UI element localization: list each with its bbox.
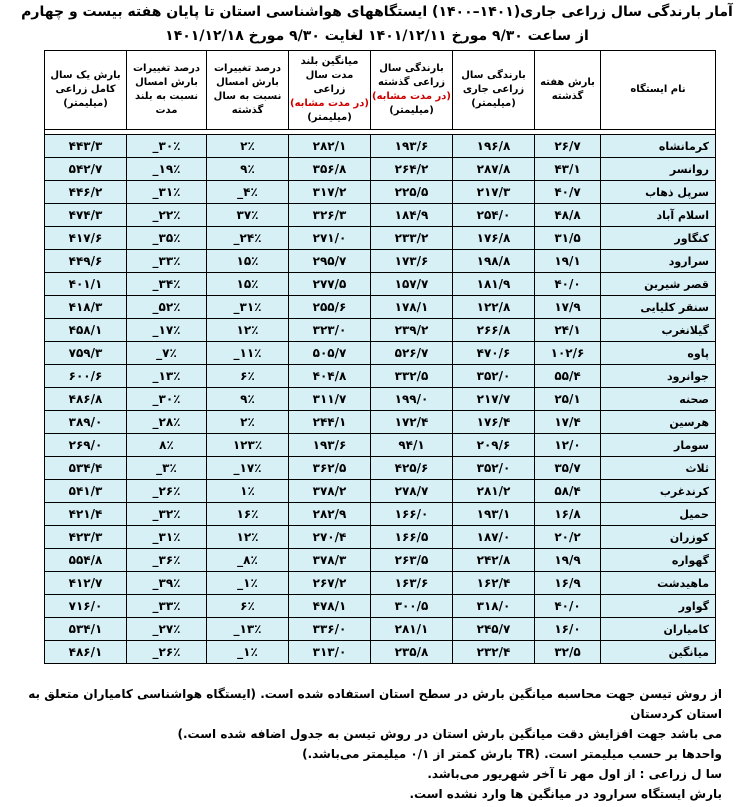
cell-long-term: ۲۸۲/۹: [289, 503, 371, 526]
cell-annual: ۵۴۱/۳: [45, 480, 127, 503]
cell-station: کوزران: [601, 526, 716, 549]
cell-current: ۲۴۵/۷: [453, 618, 535, 641]
table-row: [45, 411, 716, 434]
cell-pct-long-term: ۲۸٪_: [127, 411, 207, 434]
report-title: آمار بارندگی سال زراعی جاری(۱۴۰۱–۱۴۰۰) ایستگاههای هواشناسی استان تا پایان هفته بیست و چهارم: [21, 4, 733, 20]
cell-station: گواور: [601, 595, 716, 618]
cell-current: ۱۹۳/۱: [453, 503, 535, 526]
cell-week: ۵۵/۴: [535, 365, 601, 388]
cell-station: روانسر: [601, 158, 716, 181]
cell-pct-last-year: ۱۵٪: [207, 250, 289, 273]
cell-week: ۴۰/۰: [535, 595, 601, 618]
cell-station: ماهیدشت: [601, 572, 716, 595]
cell-long-term: ۳۷۸/۲: [289, 480, 371, 503]
cell-week: ۱۶/۹: [535, 572, 601, 595]
header-current: بارندگی سال زراعی جاری (میلیمتر): [453, 51, 535, 130]
cell-last-year: ۱۶۶/۰: [371, 503, 453, 526]
average-row: [45, 641, 716, 664]
cell-current: ۴۷۰/۶: [453, 342, 535, 365]
cell-week: ۲۶/۷: [535, 135, 601, 158]
cell-pct-long-term: ۳۲٪_: [127, 503, 207, 526]
cell-last-year: ۲۶۳/۵: [371, 549, 453, 572]
cell-annual: ۵۵۴/۸: [45, 549, 127, 572]
cell-long-term: ۳۶۲/۵: [289, 457, 371, 480]
table-row: [45, 434, 716, 457]
cell-annual: ۴۴۶/۲: [45, 181, 127, 204]
header-station: نام ایستگاه: [601, 51, 716, 130]
cell-pct-last-year: ۱۱٪_: [207, 342, 289, 365]
cell-pct-long-term: ۱۷٪_: [127, 319, 207, 342]
footnote-3: واحدها بر حسب میلیمتر است. (TR بارش کمتر از ۰/۱ میلیمتر می‌باشد.): [302, 747, 722, 761]
cell-pct-last-year: ۶٪: [207, 595, 289, 618]
table-row: [45, 250, 716, 273]
table-row: [45, 181, 716, 204]
cell-pct-long-term: ۳۱٪_: [127, 181, 207, 204]
cell-pct-last-year: ۸٪_: [207, 549, 289, 572]
cell-current: ۳۱۸/۰: [453, 595, 535, 618]
cell-pct-long-term: ۳۶٪_: [127, 549, 207, 572]
cell-annual: ۴۱۸/۳: [45, 296, 127, 319]
cell-pct-last-year: ۱٪_: [207, 572, 289, 595]
header-pct-long-term: درصد تغییرات بارش امسال نسبت به بلند مدت: [127, 51, 207, 130]
rainfall-table: [44, 50, 716, 664]
cell-long-term: ۴۷۸/۱: [289, 595, 371, 618]
cell-last-year: ۲۲۵/۵: [371, 181, 453, 204]
cell-current: ۲۴۲/۸: [453, 549, 535, 572]
table-row: [45, 135, 716, 158]
cell-pct-last-year: ۱۲٪: [207, 526, 289, 549]
cell-annual: ۵۳۴/۴: [45, 457, 127, 480]
footnote-5: بارش ایستگاه سرارود در میانگین ها وارد نشده است.: [409, 787, 722, 801]
cell-annual: ۶۰۰/۶: [45, 365, 127, 388]
cell-current: ۲۳۲/۴: [453, 641, 535, 664]
cell-pct-last-year: ۱۲۳٪: [207, 434, 289, 457]
cell-pct-last-year: ۳۷٪: [207, 204, 289, 227]
cell-annual: ۴۱۲/۷: [45, 572, 127, 595]
cell-station: میانگین: [601, 641, 716, 664]
cell-annual: ۴۱۷/۶: [45, 227, 127, 250]
table-row: [45, 388, 716, 411]
cell-pct-long-term: ۳۳٪_: [127, 250, 207, 273]
cell-week: ۱۹/۱: [535, 250, 601, 273]
cell-station: سومار: [601, 434, 716, 457]
cell-current: ۲۸۷/۸: [453, 158, 535, 181]
cell-long-term: ۳۵۶/۸: [289, 158, 371, 181]
cell-long-term: ۲۷۷/۵: [289, 273, 371, 296]
cell-pct-long-term: ۳۱٪_: [127, 526, 207, 549]
cell-week: ۴۳/۱: [535, 158, 601, 181]
table-row: [45, 227, 716, 250]
cell-pct-long-term: ۳۳٪_: [127, 595, 207, 618]
cell-pct-long-term: ۳۹٪_: [127, 572, 207, 595]
cell-last-year: ۲۸۱/۱: [371, 618, 453, 641]
footnotes: [10, 684, 722, 804]
cell-long-term: ۱۹۳/۶: [289, 434, 371, 457]
cell-station: سرپل ذهاب: [601, 181, 716, 204]
table-row: [45, 572, 716, 595]
cell-week: ۳۲/۵: [535, 641, 601, 664]
table-row: [45, 618, 716, 641]
header-pct-last-year: درصد تغییرات بارش امسال نسبت به سال گذشته: [207, 51, 289, 130]
cell-annual: ۴۸۶/۸: [45, 388, 127, 411]
cell-annual: ۲۶۹/۰: [45, 434, 127, 457]
cell-long-term: ۲۹۵/۷: [289, 250, 371, 273]
cell-pct-last-year: ۱۶٪: [207, 503, 289, 526]
cell-annual: ۴۵۸/۱: [45, 319, 127, 342]
table-row: [45, 549, 716, 572]
cell-annual: ۷۵۹/۳: [45, 342, 127, 365]
cell-long-term: ۲۷۰/۴: [289, 526, 371, 549]
table-row: [45, 480, 716, 503]
header-long-term: میانگین بلند مدت سال زراعی (در مدت مشابه) (میلیمتر): [289, 51, 371, 130]
table-row: [45, 204, 716, 227]
footnote-1: از روش تیسن جهت محاسبه میانگین بارش در سطح استان استفاده شده است. (ایستگاه هواشناسی کامیاران متعلق به استان کردستان: [28, 687, 722, 721]
cell-pct-long-term: ۲۶٪_: [127, 641, 207, 664]
cell-last-year: ۱۹۹/۰: [371, 388, 453, 411]
cell-last-year: ۱۶۳/۶: [371, 572, 453, 595]
cell-week: ۱۷/۹: [535, 296, 601, 319]
cell-week: ۴۰/۰: [535, 273, 601, 296]
cell-pct-last-year: ۱۲٪: [207, 319, 289, 342]
cell-week: ۲۴/۱: [535, 319, 601, 342]
cell-pct-last-year: ۶٪: [207, 365, 289, 388]
cell-annual: ۴۲۱/۴: [45, 503, 127, 526]
cell-pct-long-term: ۲۲٪_: [127, 204, 207, 227]
cell-station: اسلام آباد: [601, 204, 716, 227]
cell-last-year: ۱۷۳/۶: [371, 250, 453, 273]
cell-annual: ۴۷۴/۳: [45, 204, 127, 227]
cell-pct-last-year: ۱۷٪_: [207, 457, 289, 480]
cell-station: سنقر کلیایی: [601, 296, 716, 319]
table-row: [45, 365, 716, 388]
cell-current: ۱۸۷/۰: [453, 526, 535, 549]
cell-pct-long-term: ۲۷٪_: [127, 618, 207, 641]
header-row: [45, 51, 716, 130]
cell-last-year: ۲۶۴/۲: [371, 158, 453, 181]
cell-last-year: ۹۴/۱: [371, 434, 453, 457]
cell-last-year: ۱۷۲/۴: [371, 411, 453, 434]
cell-current: ۱۹۶/۸: [453, 135, 535, 158]
cell-week: ۲۰/۲: [535, 526, 601, 549]
cell-annual: ۴۲۳/۳: [45, 526, 127, 549]
cell-week: ۲۵/۱: [535, 388, 601, 411]
cell-long-term: ۲۷۱/۰: [289, 227, 371, 250]
cell-long-term: ۳۳۶/۰: [289, 618, 371, 641]
cell-station: جوانرود: [601, 365, 716, 388]
cell-pct-last-year: ۱٪: [207, 480, 289, 503]
cell-long-term: ۲۶۷/۲: [289, 572, 371, 595]
footnote-4: سا ل زراعی : از اول مهر تا آخر شهریور می‌باشد.: [427, 767, 722, 781]
cell-station: قصر شیرین: [601, 273, 716, 296]
cell-week: ۱۹/۹: [535, 549, 601, 572]
cell-pct-long-term: ۳۰٪_: [127, 135, 207, 158]
cell-current: ۱۷۶/۸: [453, 227, 535, 250]
cell-pct-last-year: ۲۴٪_: [207, 227, 289, 250]
cell-pct-last-year: ۱۳٪_: [207, 618, 289, 641]
cell-pct-long-term: ۳۴٪_: [127, 273, 207, 296]
cell-long-term: ۳۷۸/۳: [289, 549, 371, 572]
cell-long-term: ۳۲۳/۰: [289, 319, 371, 342]
table-row: [45, 526, 716, 549]
header-last-year: بارندگی سال زراعی گذشته (در مدت مشابه) (میلیمتر): [371, 51, 453, 130]
cell-last-year: ۱۸۴/۹: [371, 204, 453, 227]
cell-week: ۱۰۲/۶: [535, 342, 601, 365]
cell-pct-last-year: ۱٪_: [207, 641, 289, 664]
cell-pct-long-term: ۲۶٪_: [127, 480, 207, 503]
cell-current: ۲۱۷/۷: [453, 388, 535, 411]
cell-pct-long-term: ۳٪_: [127, 457, 207, 480]
cell-last-year: ۲۷۸/۷: [371, 480, 453, 503]
cell-pct-long-term: ۳۵٪_: [127, 227, 207, 250]
cell-station: گهواره: [601, 549, 716, 572]
footnote-2: می باشد جهت افزایش دقت میانگین بارش استان در روش تیسن به جدول اضافه شده است.): [177, 727, 722, 741]
cell-pct-last-year: ۹٪: [207, 388, 289, 411]
cell-week: ۳۱/۵: [535, 227, 601, 250]
cell-annual: ۴۸۶/۱: [45, 641, 127, 664]
cell-long-term: ۳۲۶/۳: [289, 204, 371, 227]
cell-pct-long-term: ۵۲٪_: [127, 296, 207, 319]
cell-current: ۱۸۱/۹: [453, 273, 535, 296]
cell-station: حمیل: [601, 503, 716, 526]
table-row: [45, 158, 716, 181]
cell-pct-long-term: ۷٪_: [127, 342, 207, 365]
cell-pct-last-year: ۱۵٪: [207, 273, 289, 296]
cell-current: ۱۶۲/۴: [453, 572, 535, 595]
cell-long-term: ۳۱۷/۲: [289, 181, 371, 204]
cell-current: ۲۰۹/۶: [453, 434, 535, 457]
cell-current: ۱۷۶/۴: [453, 411, 535, 434]
cell-station: هرسین: [601, 411, 716, 434]
cell-week: ۴۸/۸: [535, 204, 601, 227]
cell-station: کرندغرب: [601, 480, 716, 503]
cell-annual: ۴۴۹/۶: [45, 250, 127, 273]
cell-last-year: ۴۲۵/۶: [371, 457, 453, 480]
cell-station: کنگاور: [601, 227, 716, 250]
cell-pct-last-year: ۲٪: [207, 411, 289, 434]
cell-last-year: ۱۵۷/۷: [371, 273, 453, 296]
cell-long-term: ۲۸۲/۱: [289, 135, 371, 158]
cell-week: ۱۶/۸: [535, 503, 601, 526]
cell-annual: ۴۰۱/۱: [45, 273, 127, 296]
cell-pct-long-term: ۱۳٪_: [127, 365, 207, 388]
cell-last-year: ۳۳۲/۵: [371, 365, 453, 388]
cell-annual: ۴۴۳/۳: [45, 135, 127, 158]
cell-current: ۳۵۲/۰: [453, 365, 535, 388]
table-row: [45, 296, 716, 319]
cell-week: ۳۵/۷: [535, 457, 601, 480]
cell-week: ۱۲/۰: [535, 434, 601, 457]
cell-station: سرارود: [601, 250, 716, 273]
cell-current: ۱۲۲/۸: [453, 296, 535, 319]
cell-last-year: ۱۷۸/۱: [371, 296, 453, 319]
cell-current: ۲۶۶/۸: [453, 319, 535, 342]
report-date-range: از ساعت ۹/۳۰ مورخ ۱۴۰۱/۱۲/۱۱ لغایت ۹/۳۰ مورخ ۱۴۰۱/۱۲/۱۸: [165, 28, 589, 44]
table-row: [45, 319, 716, 342]
cell-annual: ۵۳۴/۱: [45, 618, 127, 641]
cell-long-term: ۲۵۵/۶: [289, 296, 371, 319]
cell-current: ۱۹۸/۸: [453, 250, 535, 273]
cell-annual: ۷۱۶/۰: [45, 595, 127, 618]
cell-last-year: ۵۲۶/۷: [371, 342, 453, 365]
cell-long-term: ۳۱۳/۰: [289, 641, 371, 664]
table-row: [45, 503, 716, 526]
cell-week: ۴۰/۷: [535, 181, 601, 204]
cell-long-term: ۳۱۱/۷: [289, 388, 371, 411]
cell-current: ۲۸۱/۲: [453, 480, 535, 503]
cell-long-term: ۴۰۴/۸: [289, 365, 371, 388]
cell-pct-long-term: ۸٪: [127, 434, 207, 457]
cell-current: ۲۱۷/۳: [453, 181, 535, 204]
table-row: [45, 273, 716, 296]
table-row: [45, 595, 716, 618]
header-week: بارش هفته گذشته: [535, 51, 601, 130]
cell-week: ۱۷/۴: [535, 411, 601, 434]
cell-last-year: ۲۳۵/۸: [371, 641, 453, 664]
cell-pct-long-term: ۱۹٪_: [127, 158, 207, 181]
cell-station: ثلاث: [601, 457, 716, 480]
cell-pct-last-year: ۴٪_: [207, 181, 289, 204]
cell-long-term: ۵۰۵/۷: [289, 342, 371, 365]
cell-pct-long-term: ۳۰٪_: [127, 388, 207, 411]
cell-last-year: ۱۶۶/۵: [371, 526, 453, 549]
cell-pct-last-year: ۹٪: [207, 158, 289, 181]
cell-station: کرمانشاه: [601, 135, 716, 158]
cell-current: ۳۵۲/۰: [453, 457, 535, 480]
table-row: [45, 342, 716, 365]
cell-station: پاوه: [601, 342, 716, 365]
cell-station: صحنه: [601, 388, 716, 411]
table-body: [45, 130, 716, 664]
cell-long-term: ۲۴۴/۱: [289, 411, 371, 434]
cell-pct-last-year: ۳۱٪_: [207, 296, 289, 319]
cell-annual: ۵۴۲/۷: [45, 158, 127, 181]
cell-last-year: ۲۳۳/۲: [371, 227, 453, 250]
cell-last-year: ۳۰۰/۵: [371, 595, 453, 618]
cell-current: ۲۵۴/۰: [453, 204, 535, 227]
cell-station: کامیاران: [601, 618, 716, 641]
cell-annual: ۳۸۹/۰: [45, 411, 127, 434]
cell-last-year: ۱۹۳/۶: [371, 135, 453, 158]
cell-last-year: ۲۳۹/۲: [371, 319, 453, 342]
table-row: [45, 457, 716, 480]
cell-week: ۵۸/۴: [535, 480, 601, 503]
cell-week: ۱۶/۰: [535, 618, 601, 641]
cell-pct-last-year: ۲٪: [207, 135, 289, 158]
header-annual: بارش یک سال کامل زراعی (میلیمتر): [45, 51, 127, 130]
cell-station: گیلانغرب: [601, 319, 716, 342]
